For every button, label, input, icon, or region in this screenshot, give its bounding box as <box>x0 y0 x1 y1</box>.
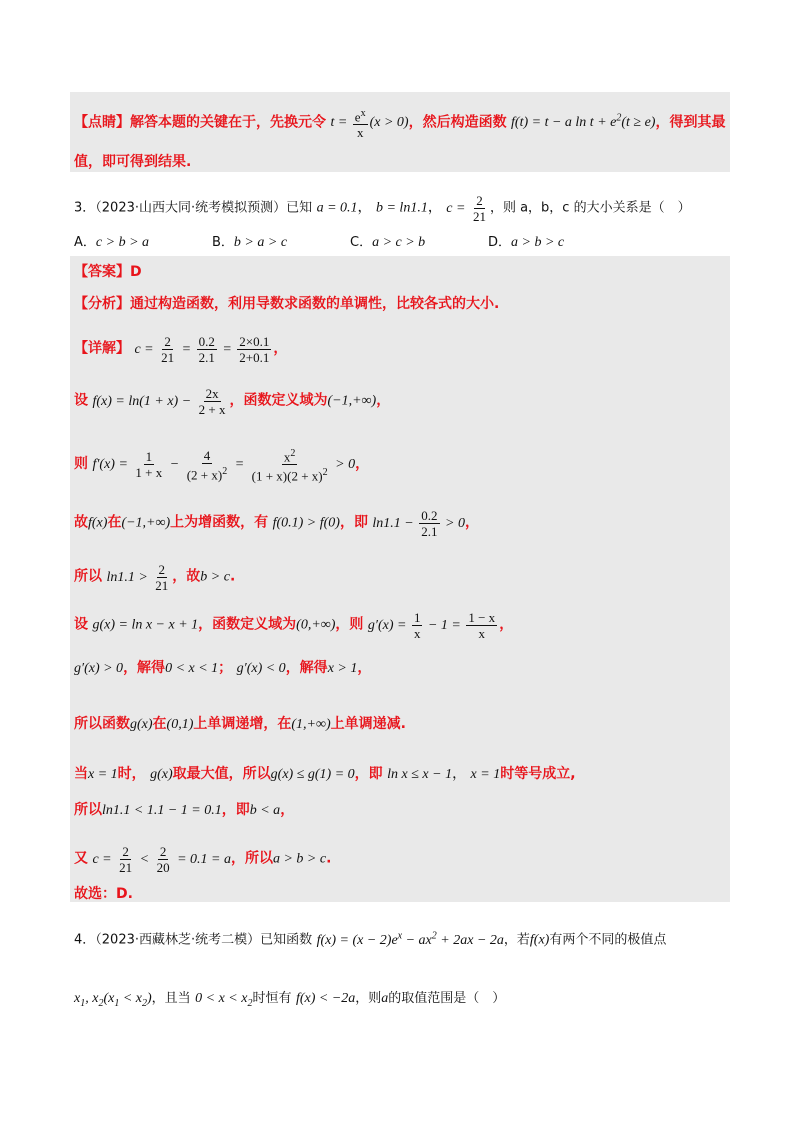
detail-line-2: 设 f(x) = ln(1 + x) − $\frac{2x}{2 + x}$ ，函数定义域为(−1,+∞)， <box>74 386 391 417</box>
detail-line-3: 则 f′(x) = $\frac{1}{1 + x}$ − $\frac{4}{(2 + x)^2}$ = $\frac{x^2}{(1 + x)(2 + x)^2}$ > 0， <box>74 447 370 484</box>
option-b[interactable]: B．b > a > c <box>212 235 288 250</box>
tip-label: 【点睛】 <box>74 114 130 131</box>
detail-line-9: 当x = 1时， g(x)取最大值，所以g(x) ≤ g(1) = 0，即 ln x ≤ x − 1， x = 1时等号成立, <box>74 766 576 782</box>
tip-line-2: 值，即可得到结果. <box>74 154 192 170</box>
detail-line-8: 所以函数g(x)在(0,1)上单调递增，在(1,+∞)上单调递减. <box>74 716 406 732</box>
detail-line-10: 所以ln1.1 < 1.1 − 1 = 0.1，即b < a， <box>74 802 295 818</box>
tip-func-math: f(t) = t − a $\ln t + e^2(t \ge e)$ <box>511 112 656 131</box>
q3-b-def: b = ln1.1 <box>375 200 428 216</box>
q3-a-def: a = 0.1 <box>316 200 358 216</box>
tip-sub-math: t = $\frac{e^x}{x}$ (x > 0) <box>330 108 409 141</box>
analysis-line: 【分析】通过构造函数，利用导数求函数的单调性，比较各式的大小. <box>74 296 500 312</box>
option-c[interactable]: C．a > c > b <box>350 235 426 250</box>
option-a[interactable]: A．c > b > a <box>74 235 150 250</box>
detail-line-4: 故f(x)在(−1,+∞)上为增函数，有 f(0.1) > f(0)，即 ln1.1 − $\frac{0.2}{2.1}$ > 0， <box>74 508 479 539</box>
detail-line-1: 【详解】 c = $\frac{2}{21}$ = $\frac{0.2}{2.1}$ = $\frac{2\times 0.1}{2+0.1}$ ， <box>74 334 288 365</box>
option-d[interactable]: D．a > b > c <box>488 235 565 250</box>
detail-line-11: 又 c = $\frac{2}{21}$ < $\frac{2}{20}$ = 0.1 = a，所以a > b > c. <box>74 844 332 875</box>
detail-line-6: 设 g(x) = ln x − x + 1，函数定义域为(0,+∞)，则 g′(x) = $\frac{1}{x}$ − 1 = $\frac{1 - x}{x}$ ， <box>74 610 514 641</box>
detail-line-12: 故选：D. <box>74 886 133 902</box>
answer-line: 【答案】D <box>74 264 142 280</box>
answer-value: D <box>130 264 142 280</box>
q3-c-def: c = $\frac{2}{21}$ <box>446 193 486 224</box>
detail-line-5: 所以 ln1.1 > $\frac{2}{21}$ ，故b > c. <box>74 562 236 593</box>
q3-stem: 3．（2023·山西大同·统考模拟预测）已知 a = 0.1， b = ln1.1， c = $\frac{2}{21}$ ，则 a，b，c 的大小关系是（ ） <box>74 193 691 224</box>
detail-line-7: g′(x) > 0，解得0 < x < 1； g′(x) < 0，解得x > 1， <box>74 660 372 676</box>
q4-line-1: 4．（2023·西藏林芝·统考二模）已知函数 $f(x) = (x - 2)e^x - ax^2 + 2ax - 2a$，若f(x)有两个不同的极值点 <box>74 930 667 948</box>
q4-line-2: $x_1$, $x_2(x_1 < x_2)$，且当 $0 < x < x_2$时恒有 f(x) < −2a，则a的取值范围是（ ） <box>74 991 506 1009</box>
tip-line-1: 【点睛】解答本题的关键在于，先换元令 t = $\frac{e^x}{x}$ (x > 0)，然后构造函数 f(t) = t − a $\ln t + e^2(t \ge e)$，得到其最 <box>74 108 726 141</box>
